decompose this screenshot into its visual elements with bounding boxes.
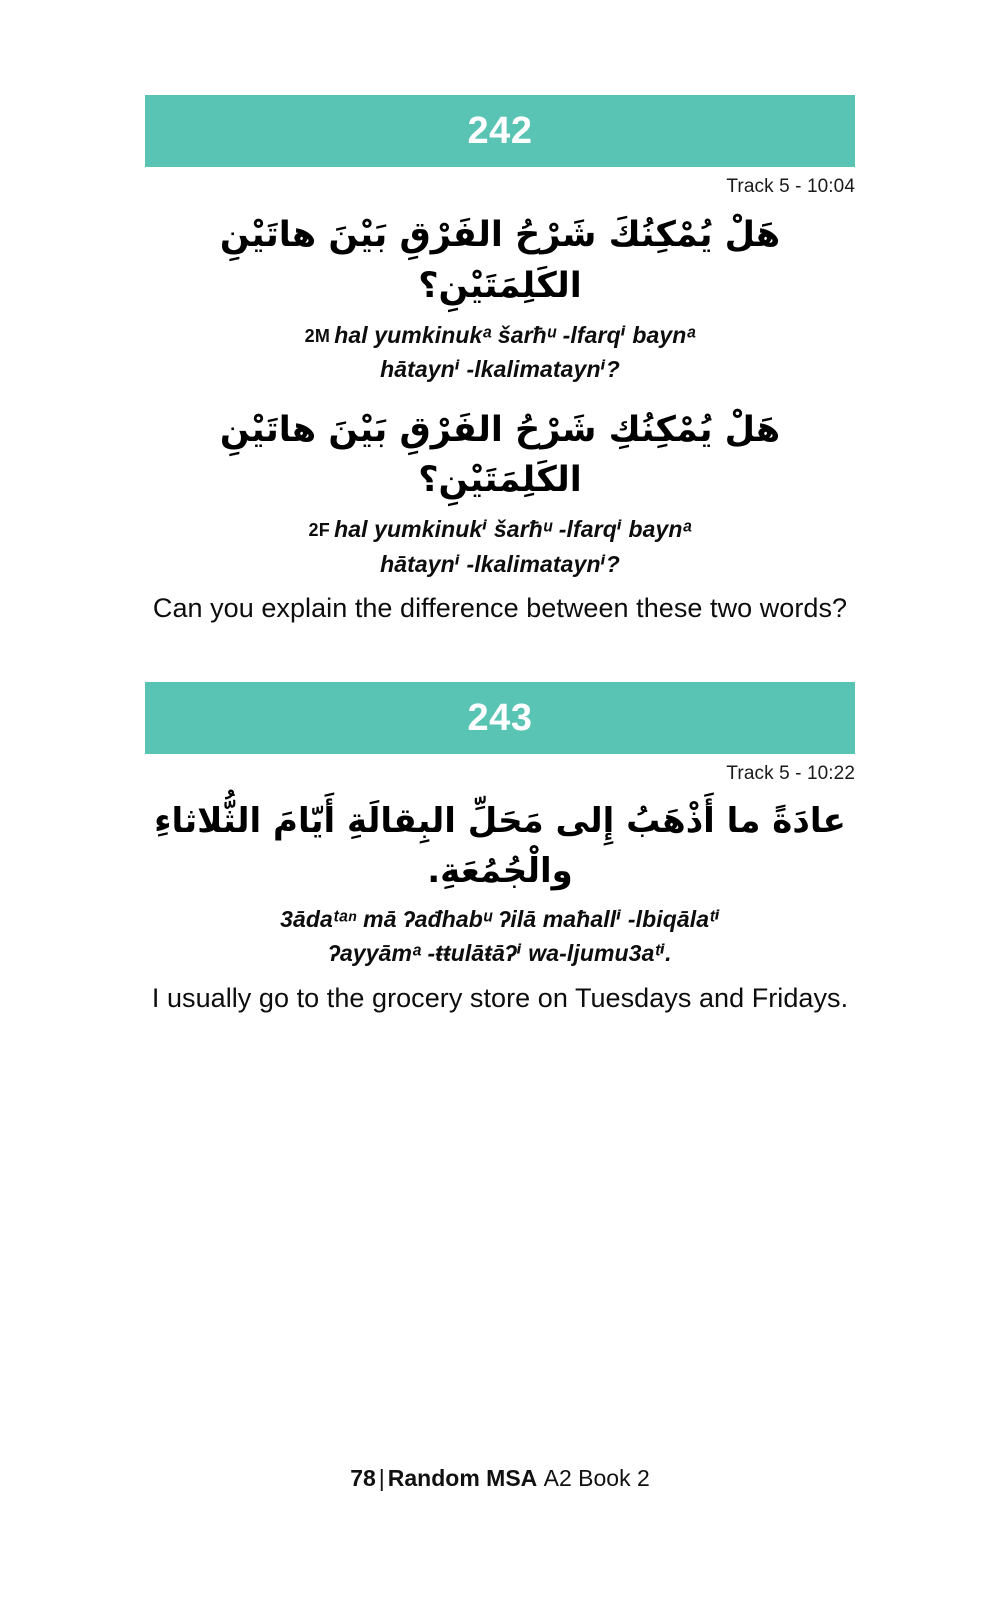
footer-book-level: A2 Book 2 bbox=[543, 1465, 650, 1491]
page-footer bbox=[0, 1465, 1000, 1492]
transliteration-line: hātaynⁱ -lkalimataynⁱ? bbox=[380, 550, 620, 577]
track-reference: Track 5 - 10:04 bbox=[726, 176, 855, 197]
footer-book-title: Random MSA bbox=[387, 1465, 538, 1491]
entry-header-242 bbox=[145, 95, 855, 167]
transliteration bbox=[145, 902, 855, 971]
variant-spacer bbox=[145, 387, 855, 393]
arabic-sentence-2m: هَلْ يُمْكِنُكَ شَرْحُ الفَرْقِ بَيْنَ هاتَيْنِ الكَلِمَتَيْنِ؟ bbox=[219, 215, 781, 306]
transliteration-line bbox=[145, 318, 855, 353]
transliteration-line: 3ādaᵗᵃⁿ mā ʔađhabᵘ ʔilā maħallⁱ -lbiqālaᵗⁱ bbox=[280, 905, 720, 932]
arabic-sentence: عادَةً ما أَذْهَبُ إِلى مَحَلِّ البِقالَةِ أَيّامَ الثُّلاثاءِ والْجُمُعَةِ. bbox=[154, 801, 846, 891]
track-reference: Track 5 - 10:22 bbox=[726, 763, 855, 785]
entry-header-243 bbox=[145, 682, 855, 754]
entry-243 bbox=[145, 682, 855, 1017]
entry-242 bbox=[145, 95, 855, 627]
transliteration-2m bbox=[145, 318, 855, 387]
transliteration-2f bbox=[145, 512, 855, 581]
transliteration-text: hal yumkinukᵃ šarħᵘ -lfarqⁱ baynᵃ bbox=[334, 321, 696, 348]
transliteration-line bbox=[145, 512, 855, 547]
footer-page-number: 78 bbox=[350, 1465, 376, 1491]
transliteration-line: ʔayyāmᵃ -ŧŧulāŧāʔⁱ wa-ljumu3aᵗⁱ. bbox=[328, 940, 672, 967]
gender-tag-2f: 2F bbox=[308, 520, 331, 540]
transliteration-line: hātaynⁱ -lkalimataynⁱ? bbox=[380, 356, 620, 382]
entry-number: 242 bbox=[467, 110, 533, 152]
english-translation: I usually go to the grocery store on Tuesdays and Fridays. bbox=[151, 982, 849, 1013]
transliteration-text: hal yumkinukⁱ šarħᵘ -lfarqⁱ baynᵃ bbox=[334, 516, 692, 542]
footer-separator: | bbox=[378, 1465, 385, 1491]
arabic-sentence-2f: هَلْ يُمْكِنُكِ شَرْحُ الفَرْقِ بَيْنَ هاتَيْنِ الكَلِمَتَيْنِ؟ bbox=[219, 409, 781, 501]
entry-number: 243 bbox=[467, 697, 533, 740]
gender-tag-2m: 2M bbox=[304, 325, 331, 346]
english-translation: Can you explain the difference between these two words? bbox=[152, 593, 848, 623]
